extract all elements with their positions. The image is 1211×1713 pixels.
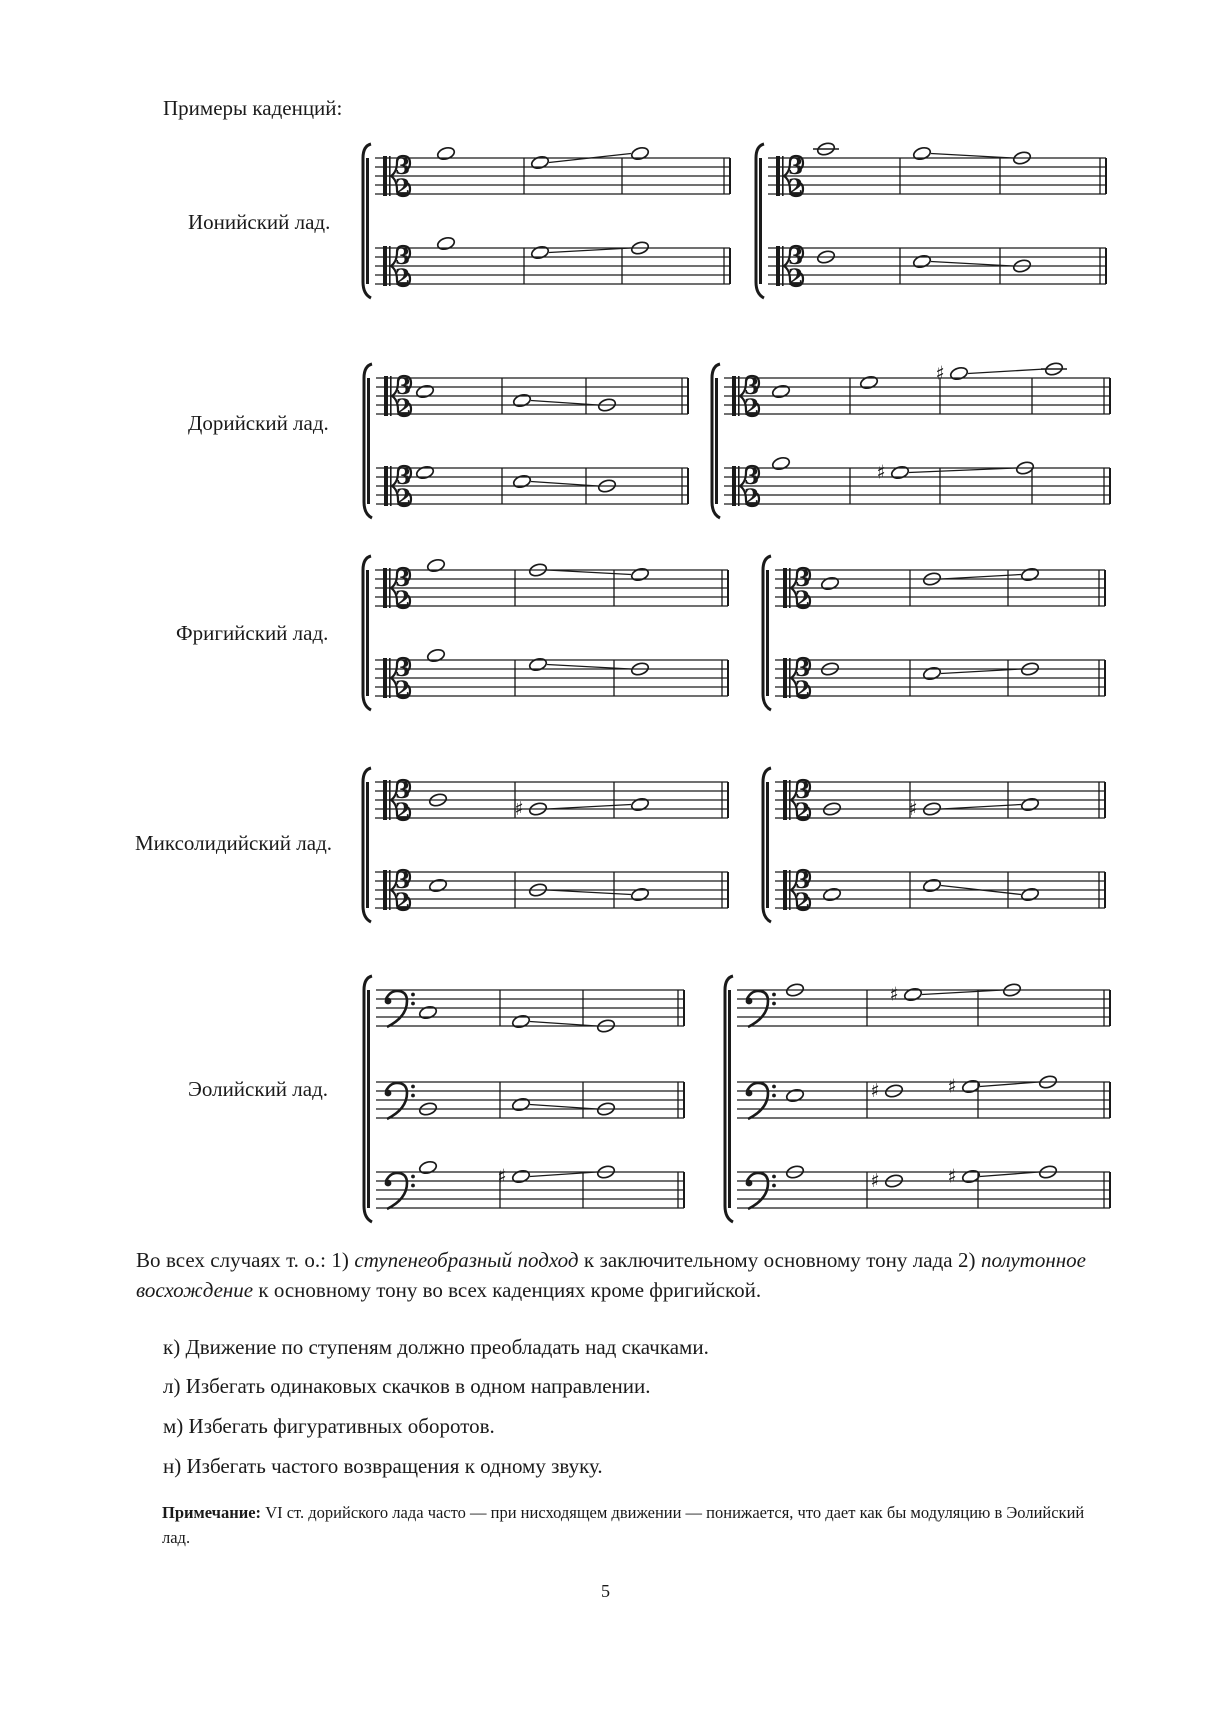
time-signature: 2 bbox=[396, 485, 412, 511]
system-bracket bbox=[766, 782, 769, 908]
footnote-text: VI ст. дорийского лада часто — при нисходящем движении — понижается, что дает как бы модуляцию в Эолийский лад. bbox=[162, 1503, 1085, 1547]
rule-m: м) Избегать фигуративных оборотов. bbox=[163, 1414, 495, 1438]
time-signature: 2 bbox=[395, 175, 411, 201]
c-clef-icon bbox=[383, 658, 387, 698]
summary-paragraph bbox=[136, 1245, 1086, 1305]
c-clef-icon bbox=[776, 246, 780, 286]
time-signature: 3 bbox=[795, 868, 811, 894]
f-clef-icon bbox=[747, 1083, 768, 1119]
whole-note bbox=[922, 878, 941, 893]
voice-leading-line bbox=[547, 665, 631, 670]
c-clef-icon bbox=[782, 246, 784, 286]
f-clef-icon bbox=[385, 1090, 392, 1097]
whole-note bbox=[785, 1088, 804, 1103]
time-signature: 2 bbox=[395, 587, 411, 613]
c-clef-icon bbox=[782, 156, 784, 196]
whole-note bbox=[630, 887, 649, 902]
whole-note bbox=[859, 375, 878, 390]
whole-note bbox=[1020, 887, 1039, 902]
whole-note bbox=[949, 366, 968, 381]
voice-leading-line bbox=[980, 1172, 1039, 1177]
system-bracket bbox=[367, 378, 370, 504]
c-clef-icon bbox=[783, 870, 787, 910]
summary-emphasis-2: полутонное восхождение bbox=[136, 1248, 1086, 1302]
whole-note bbox=[426, 648, 445, 663]
time-signature: 3 bbox=[395, 778, 411, 804]
f-clef-icon bbox=[746, 998, 753, 1005]
sharp-sign: ♯ bbox=[908, 798, 918, 820]
c-clef-icon bbox=[783, 658, 787, 698]
time-signature: 3 bbox=[795, 656, 811, 682]
sharp-sign: ♯ bbox=[947, 1165, 957, 1188]
time-signature: 3 bbox=[395, 244, 411, 270]
sharp-sign: ♯ bbox=[876, 461, 886, 484]
voice-leading-line bbox=[547, 570, 631, 575]
mode-label-dorian: Дорийский лад. bbox=[188, 411, 329, 435]
time-signature: 3 bbox=[395, 154, 411, 180]
c-clef-icon bbox=[389, 246, 391, 286]
time-signature: 3 bbox=[795, 778, 811, 804]
f-clef-icon bbox=[772, 1094, 776, 1098]
whole-note bbox=[418, 1160, 437, 1175]
whole-note bbox=[511, 1097, 530, 1112]
mode-label-phrygian: Фригийский лад. bbox=[176, 621, 329, 645]
voice-leading-line bbox=[909, 468, 1016, 473]
f-clef-icon bbox=[411, 993, 415, 997]
c-clef-icon bbox=[776, 156, 780, 196]
voice-leading-line bbox=[941, 805, 1021, 810]
whole-note bbox=[426, 558, 445, 573]
f-clef-icon bbox=[386, 1083, 407, 1119]
sharp-sign: ♯ bbox=[935, 362, 945, 385]
c-clef-icon bbox=[389, 870, 391, 910]
voice-leading-line bbox=[941, 669, 1021, 674]
c-clef-icon bbox=[789, 870, 791, 910]
footnote bbox=[162, 1500, 1102, 1550]
voice-leading-line bbox=[980, 1082, 1039, 1087]
time-signature: 2 bbox=[396, 395, 412, 421]
f-clef-icon bbox=[411, 1094, 415, 1098]
time-signature: 3 bbox=[396, 374, 412, 400]
voice-leading-line bbox=[530, 1172, 597, 1177]
whole-note bbox=[528, 657, 547, 672]
time-signature: 2 bbox=[744, 485, 760, 511]
whole-note bbox=[428, 878, 447, 893]
f-clef-icon bbox=[385, 1180, 392, 1187]
whole-note bbox=[820, 576, 839, 591]
c-clef-icon bbox=[732, 376, 736, 416]
c-clef-icon bbox=[738, 376, 740, 416]
c-clef-icon bbox=[732, 466, 736, 506]
time-signature: 3 bbox=[795, 566, 811, 592]
c-clef-icon bbox=[383, 780, 387, 820]
voice-leading-line bbox=[922, 990, 1003, 995]
f-clef-icon bbox=[411, 1175, 415, 1179]
f-clef-icon bbox=[386, 991, 407, 1027]
time-signature: 2 bbox=[788, 265, 804, 291]
time-signature: 3 bbox=[744, 464, 760, 490]
time-signature: 2 bbox=[395, 677, 411, 703]
summary-emphasis-1: ступенеобразный подход bbox=[354, 1248, 579, 1272]
f-clef-icon bbox=[386, 1173, 407, 1209]
f-clef-icon bbox=[772, 1184, 776, 1188]
summary-text-2: к заключительному основному тону лада 2) bbox=[578, 1248, 981, 1272]
voice-leading-line bbox=[547, 805, 631, 810]
voice-leading-line bbox=[530, 1105, 597, 1110]
sharp-sign: ♯ bbox=[870, 1080, 880, 1102]
time-signature: 2 bbox=[795, 587, 811, 613]
time-signature: 3 bbox=[744, 374, 760, 400]
voice-leading-line bbox=[531, 401, 598, 406]
voice-leading-line bbox=[968, 369, 1045, 374]
c-clef-icon bbox=[383, 870, 387, 910]
whole-note bbox=[436, 146, 455, 161]
c-clef-icon bbox=[389, 568, 391, 608]
time-signature: 3 bbox=[395, 868, 411, 894]
time-signature: 3 bbox=[395, 656, 411, 682]
system-bracket bbox=[759, 158, 762, 284]
time-signature: 2 bbox=[395, 799, 411, 825]
footnote-label: Примечание: bbox=[162, 1503, 262, 1522]
sharp-sign: ♯ bbox=[514, 798, 524, 820]
whole-note bbox=[630, 146, 649, 161]
time-signature: 3 bbox=[788, 244, 804, 270]
whole-note bbox=[512, 474, 531, 489]
summary-text-1: Во всех случаях т. о.: 1) bbox=[136, 1248, 355, 1272]
sharp-sign: ♯ bbox=[497, 1165, 507, 1188]
time-signature: 3 bbox=[788, 154, 804, 180]
whole-note bbox=[415, 465, 434, 480]
time-signature: 2 bbox=[795, 799, 811, 825]
whole-note bbox=[630, 567, 649, 582]
c-clef-icon bbox=[390, 376, 392, 416]
sharp-sign: ♯ bbox=[870, 1170, 880, 1192]
c-clef-icon bbox=[384, 466, 388, 506]
f-clef-icon bbox=[411, 1085, 415, 1089]
c-clef-icon bbox=[383, 156, 387, 196]
whole-note bbox=[512, 393, 531, 408]
f-clef-icon bbox=[772, 1175, 776, 1179]
time-signature: 2 bbox=[795, 677, 811, 703]
whole-note bbox=[530, 245, 549, 260]
rule-n: н) Избегать частого возвращения к одному звуку. bbox=[163, 1454, 603, 1478]
whole-note bbox=[903, 987, 922, 1002]
voice-leading-line bbox=[549, 248, 631, 253]
rule-k: к) Движение по ступеням должно преобладать над скачками. bbox=[163, 1335, 709, 1359]
time-signature: 2 bbox=[795, 889, 811, 915]
mode-label-ionian: Ионийский лад. bbox=[188, 210, 331, 234]
mode-label-aeolian: Эолийский лад. bbox=[188, 1077, 329, 1101]
f-clef-icon bbox=[411, 1002, 415, 1006]
voice-leading-line bbox=[941, 575, 1021, 580]
f-clef-icon bbox=[746, 1180, 753, 1187]
time-signature: 2 bbox=[395, 889, 411, 915]
whole-note bbox=[436, 236, 455, 251]
whole-note bbox=[530, 155, 549, 170]
f-clef-icon bbox=[746, 1090, 753, 1097]
c-clef-icon bbox=[789, 658, 791, 698]
c-clef-icon bbox=[783, 568, 787, 608]
time-signature: 2 bbox=[744, 395, 760, 421]
whole-note bbox=[418, 1005, 437, 1020]
c-clef-icon bbox=[789, 780, 791, 820]
f-clef-icon bbox=[411, 1184, 415, 1188]
whole-note bbox=[912, 146, 931, 161]
f-clef-icon bbox=[772, 993, 776, 997]
whole-note bbox=[511, 1169, 530, 1184]
c-clef-icon bbox=[390, 466, 392, 506]
voice-leading-line bbox=[547, 890, 631, 895]
whole-note bbox=[822, 887, 841, 902]
section-heading: Примеры каденций: bbox=[163, 96, 343, 120]
c-clef-icon bbox=[738, 466, 740, 506]
c-clef-icon bbox=[783, 780, 787, 820]
f-clef-icon bbox=[385, 998, 392, 1005]
f-clef-icon bbox=[772, 1085, 776, 1089]
whole-note bbox=[630, 797, 649, 812]
whole-note bbox=[1020, 797, 1039, 812]
voice-leading-line bbox=[931, 262, 1013, 267]
time-signature: 3 bbox=[396, 464, 412, 490]
time-signature: 2 bbox=[395, 265, 411, 291]
whole-note bbox=[415, 384, 434, 399]
f-clef-icon bbox=[747, 1173, 768, 1209]
f-clef-icon bbox=[747, 991, 768, 1027]
whole-note bbox=[1020, 567, 1039, 582]
c-clef-icon bbox=[389, 156, 391, 196]
c-clef-icon bbox=[389, 780, 391, 820]
sharp-sign: ♯ bbox=[947, 1075, 957, 1098]
c-clef-icon bbox=[389, 658, 391, 698]
mode-label-mixolydian: Миксолидийский лад. bbox=[135, 831, 332, 855]
system-bracket bbox=[366, 158, 369, 284]
page-number: 5 bbox=[601, 1581, 610, 1601]
c-clef-icon bbox=[383, 568, 387, 608]
system-bracket bbox=[366, 782, 369, 908]
rule-l: л) Избегать одинаковых скачков в одном направлении. bbox=[163, 1374, 651, 1398]
whole-note bbox=[922, 666, 941, 681]
c-clef-icon bbox=[384, 376, 388, 416]
whole-note bbox=[890, 465, 909, 480]
whole-note bbox=[912, 254, 931, 269]
system-bracket bbox=[766, 570, 769, 696]
time-signature: 2 bbox=[788, 175, 804, 201]
voice-leading-line bbox=[530, 1022, 597, 1027]
whole-note bbox=[771, 456, 790, 471]
whole-note bbox=[771, 384, 790, 399]
sharp-sign: ♯ bbox=[889, 983, 899, 1006]
summary-text-3: к основному тону во всех каденциях кроме фригийской. bbox=[253, 1278, 762, 1302]
system-bracket bbox=[367, 990, 370, 1208]
voice-leading-line bbox=[931, 154, 1013, 159]
f-clef-icon bbox=[772, 1002, 776, 1006]
c-clef-icon bbox=[789, 568, 791, 608]
voice-leading-line bbox=[531, 482, 598, 487]
system-bracket bbox=[366, 570, 369, 696]
whole-note bbox=[511, 1014, 530, 1029]
c-clef-icon bbox=[383, 246, 387, 286]
system-bracket bbox=[728, 990, 731, 1208]
time-signature: 3 bbox=[395, 566, 411, 592]
system-bracket bbox=[715, 378, 718, 504]
